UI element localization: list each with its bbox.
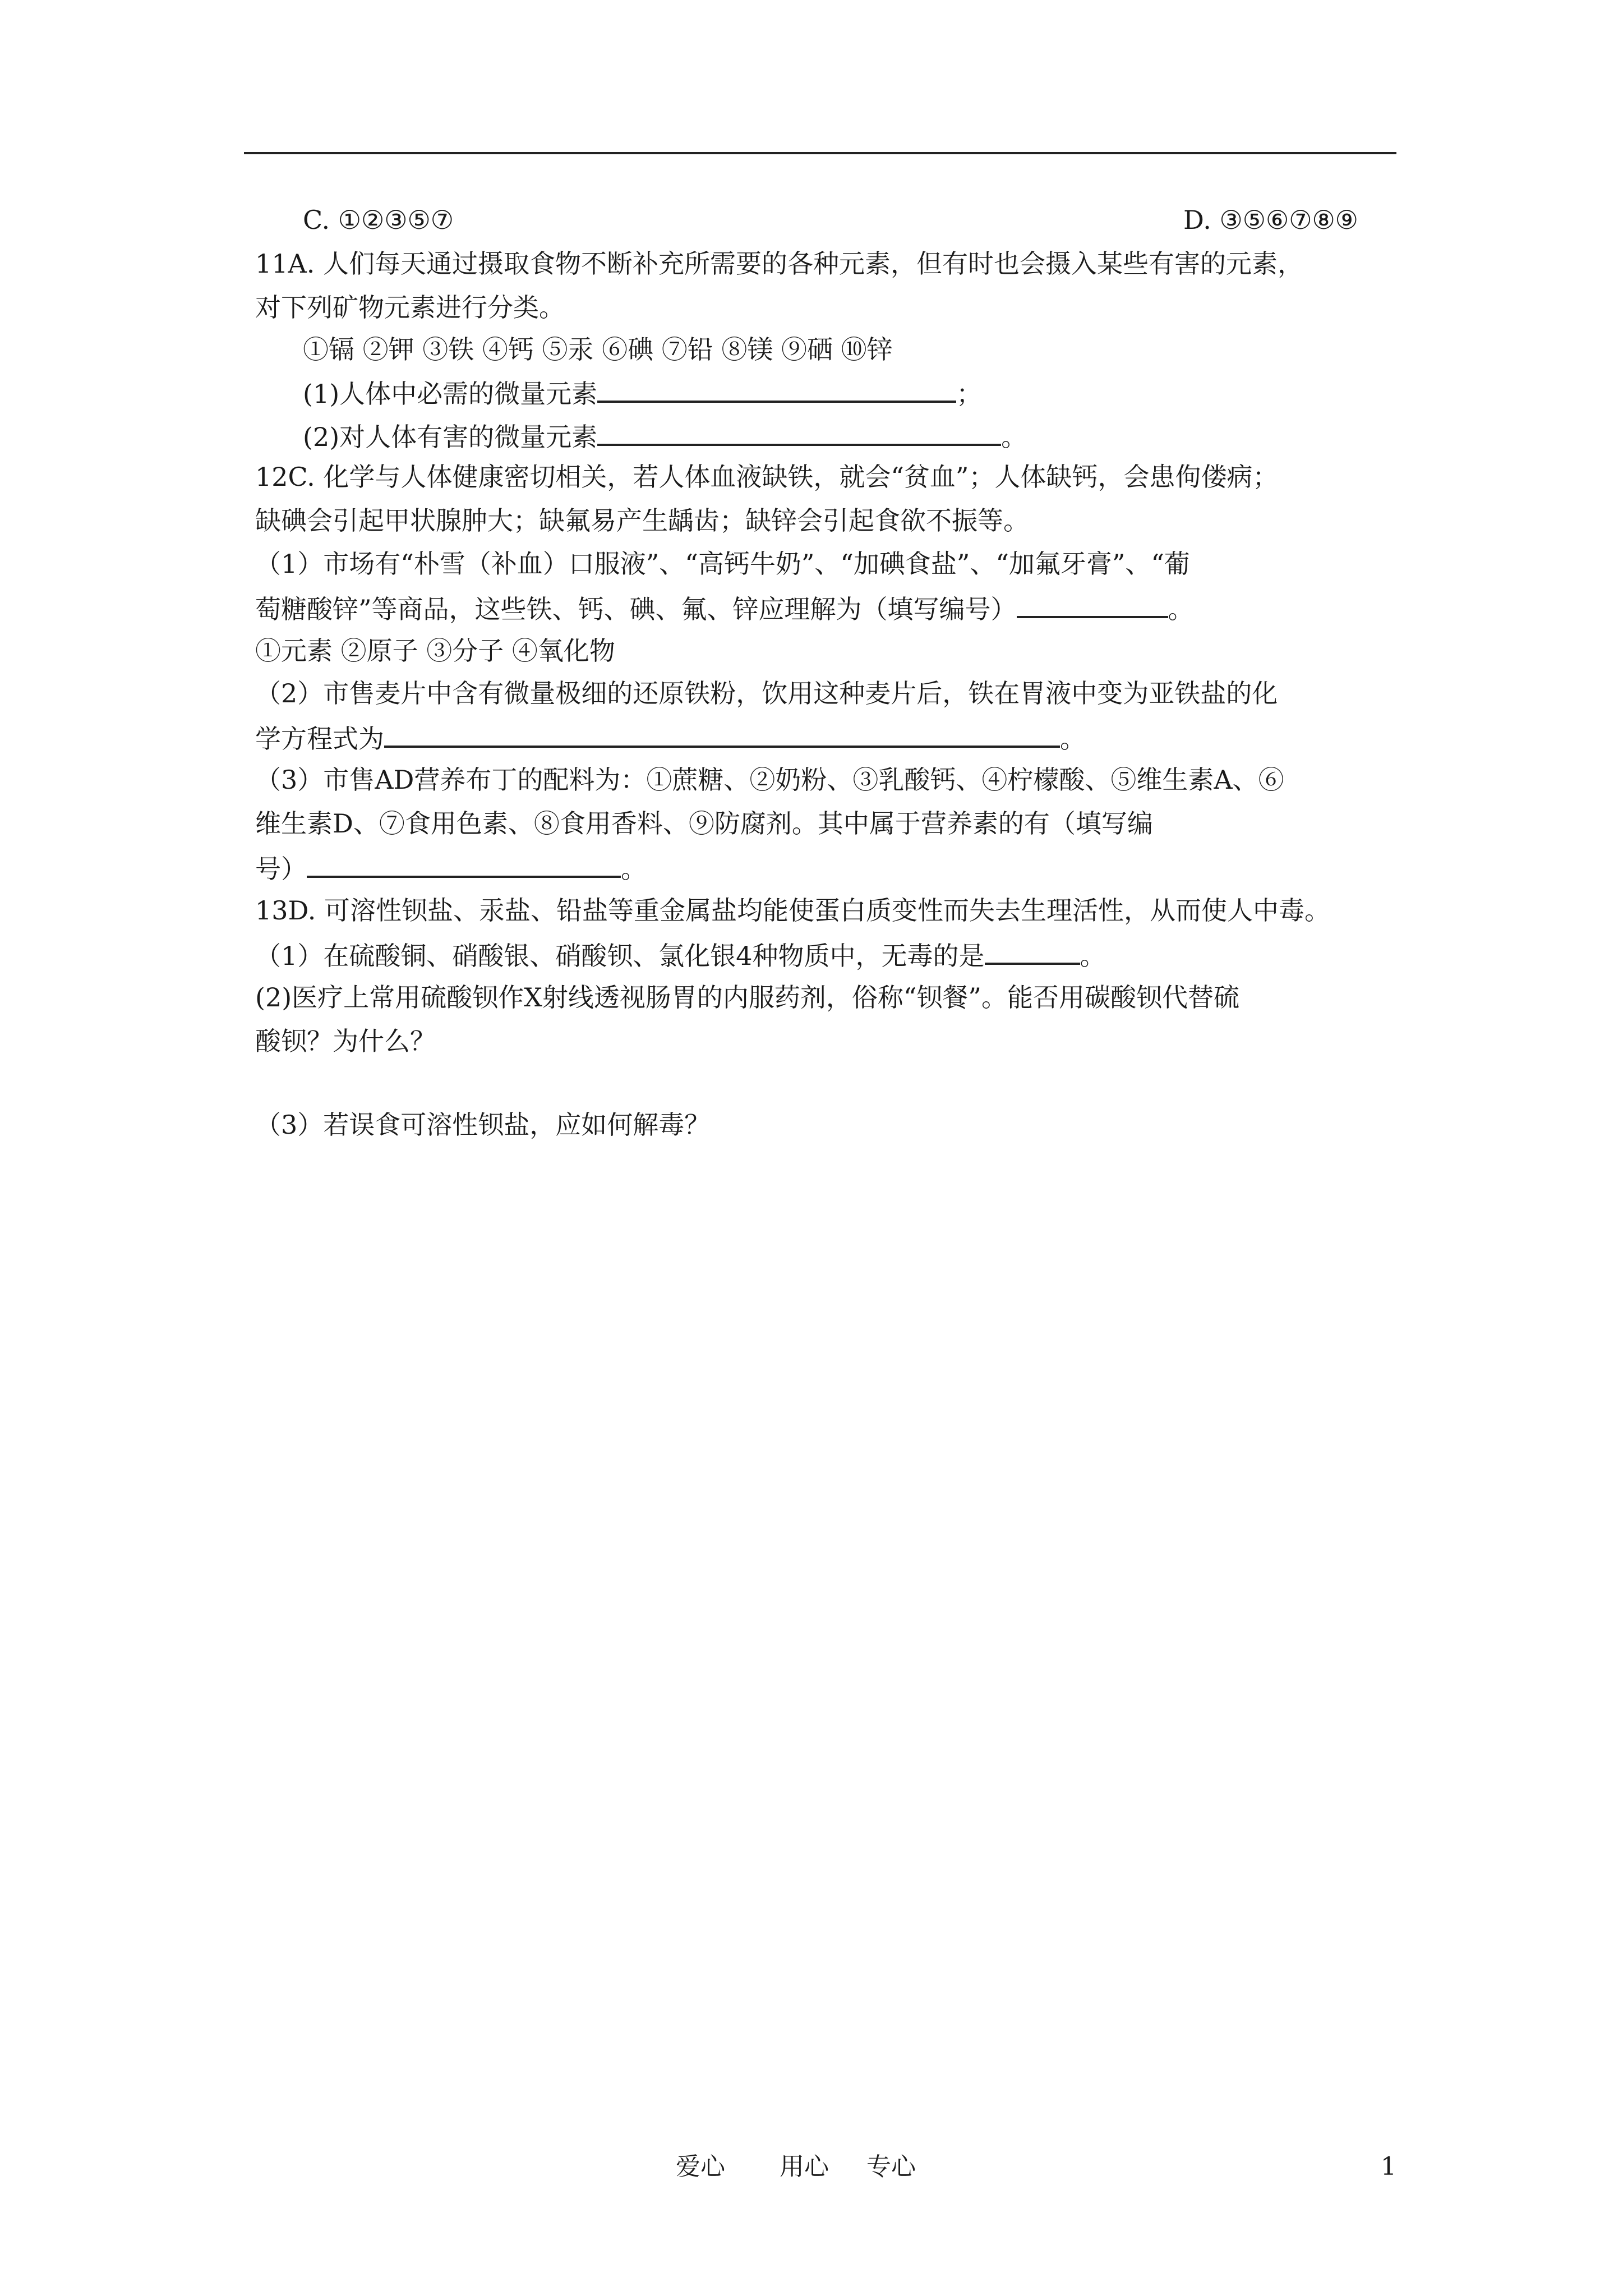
q12-part2-line2	[255, 720, 1086, 756]
q13-part1	[255, 937, 1106, 973]
q13-part1-text: （1）在硫酸铜、硝酸银、硝酸钡、氯化银4种物质中，无毒的是	[255, 941, 985, 971]
q12-part1-end: 。	[1168, 594, 1194, 624]
options-row	[303, 203, 1358, 237]
answer-blank[interactable]	[985, 937, 1080, 965]
q12-choices: ①元素 ②原子 ③分子 ④氧化物	[255, 636, 615, 666]
option-d: D. ③⑤⑥⑦⑧⑨	[1183, 205, 1358, 235]
q13-part2-line2: 酸钡？为什么？	[255, 1026, 436, 1056]
q11-part2	[303, 418, 1027, 454]
q12-part3-line3	[255, 850, 647, 886]
q11-part1-end: ；	[956, 379, 983, 409]
q13-part2-line1: (2)医疗上常用硫酸钡作X射线透视肠胃的内服药剂，俗称“钡餐”。能否用碳酸钡代替硫	[255, 982, 1239, 1013]
answer-blank[interactable]	[307, 850, 621, 878]
q11-element-list: ①镉 ②钾 ③铁 ④钙 ⑤汞 ⑥碘 ⑦铅 ⑧镁 ⑨硒 ⑩锌	[303, 334, 893, 365]
footer-motto-3: 专心	[866, 2152, 916, 2181]
q12-part3-text: 号）	[255, 854, 307, 884]
q12-stem-line2: 缺碘会引起甲状腺肿大；缺氟易产生龋齿；缺锌会引起食欲不振等。	[255, 505, 1029, 536]
answer-blank[interactable]	[384, 720, 1060, 748]
header-rule	[244, 152, 1396, 154]
q12-part1-line1: （1）市场有“朴雪（补血）口服液”、“高钙牛奶”、“加碘食盐”、“加氟牙膏”、“葡	[255, 549, 1190, 579]
answer-blank[interactable]	[1017, 590, 1168, 618]
answer-blank[interactable]	[597, 375, 956, 403]
q12-part3-line2: 维生素D、⑦食用色素、⑧食用香料、⑨防腐剂。其中属于营养素的有（填写编	[255, 808, 1153, 839]
q11-part2-text: (2)对人体有害的微量元素	[303, 422, 598, 452]
answer-blank[interactable]	[597, 418, 1001, 446]
q12-part2-text: 学方程式为	[255, 724, 384, 754]
option-c: C. ①②③⑤⑦	[303, 205, 454, 235]
footer-motto-2: 用心	[780, 2152, 829, 2181]
q11-stem-line1: 11A. 人们每天通过摄取食物不断补充所需要的各种元素，但有时也会摄入某些有害的元素，	[255, 249, 1303, 279]
q11-part2-end: 。	[1001, 422, 1027, 452]
q11-part1-text: (1)人体中必需的微量元素	[303, 379, 598, 409]
q11-stem-line2: 对下列矿物元素进行分类。	[255, 292, 565, 323]
q12-part1-line2	[255, 590, 1194, 626]
q12-part2-end: 。	[1060, 724, 1086, 754]
footer-motto-1: 爱心	[676, 2152, 725, 2181]
q12-part1-text: 萄糖酸锌”等商品，这些铁、钙、碘、氟、锌应理解为（填写编号）	[255, 594, 1017, 624]
q12-part3-line1: （3）市售AD营养布丁的配料为：①蔗糖、②奶粉、③乳酸钙、④柠檬酸、⑤维生素A、⑥	[255, 765, 1284, 795]
q12-part2-line1: （2）市售麦片中含有微量极细的还原铁粉，饮用这种麦片后，铁在胃液中变为亚铁盐的化	[255, 678, 1278, 708]
q13-part3: （3）若误食可溶性钡盐，应如何解毒？	[255, 1110, 711, 1140]
q12-stem-line1: 12C. 化学与人体健康密切相关，若人体血液缺铁，就会“贫血”；人体缺钙，会患佝偻病；	[255, 462, 1279, 492]
page-number: 1	[1381, 2152, 1396, 2181]
q13-part1-end: 。	[1080, 941, 1106, 971]
q12-part3-end: 。	[621, 854, 647, 884]
q11-part1	[303, 375, 982, 411]
q13-stem: 13D. 可溶性钡盐、汞盐、铅盐等重金属盐均能使蛋白质变性而失去生理活性，从而使人中毒。	[255, 895, 1331, 926]
